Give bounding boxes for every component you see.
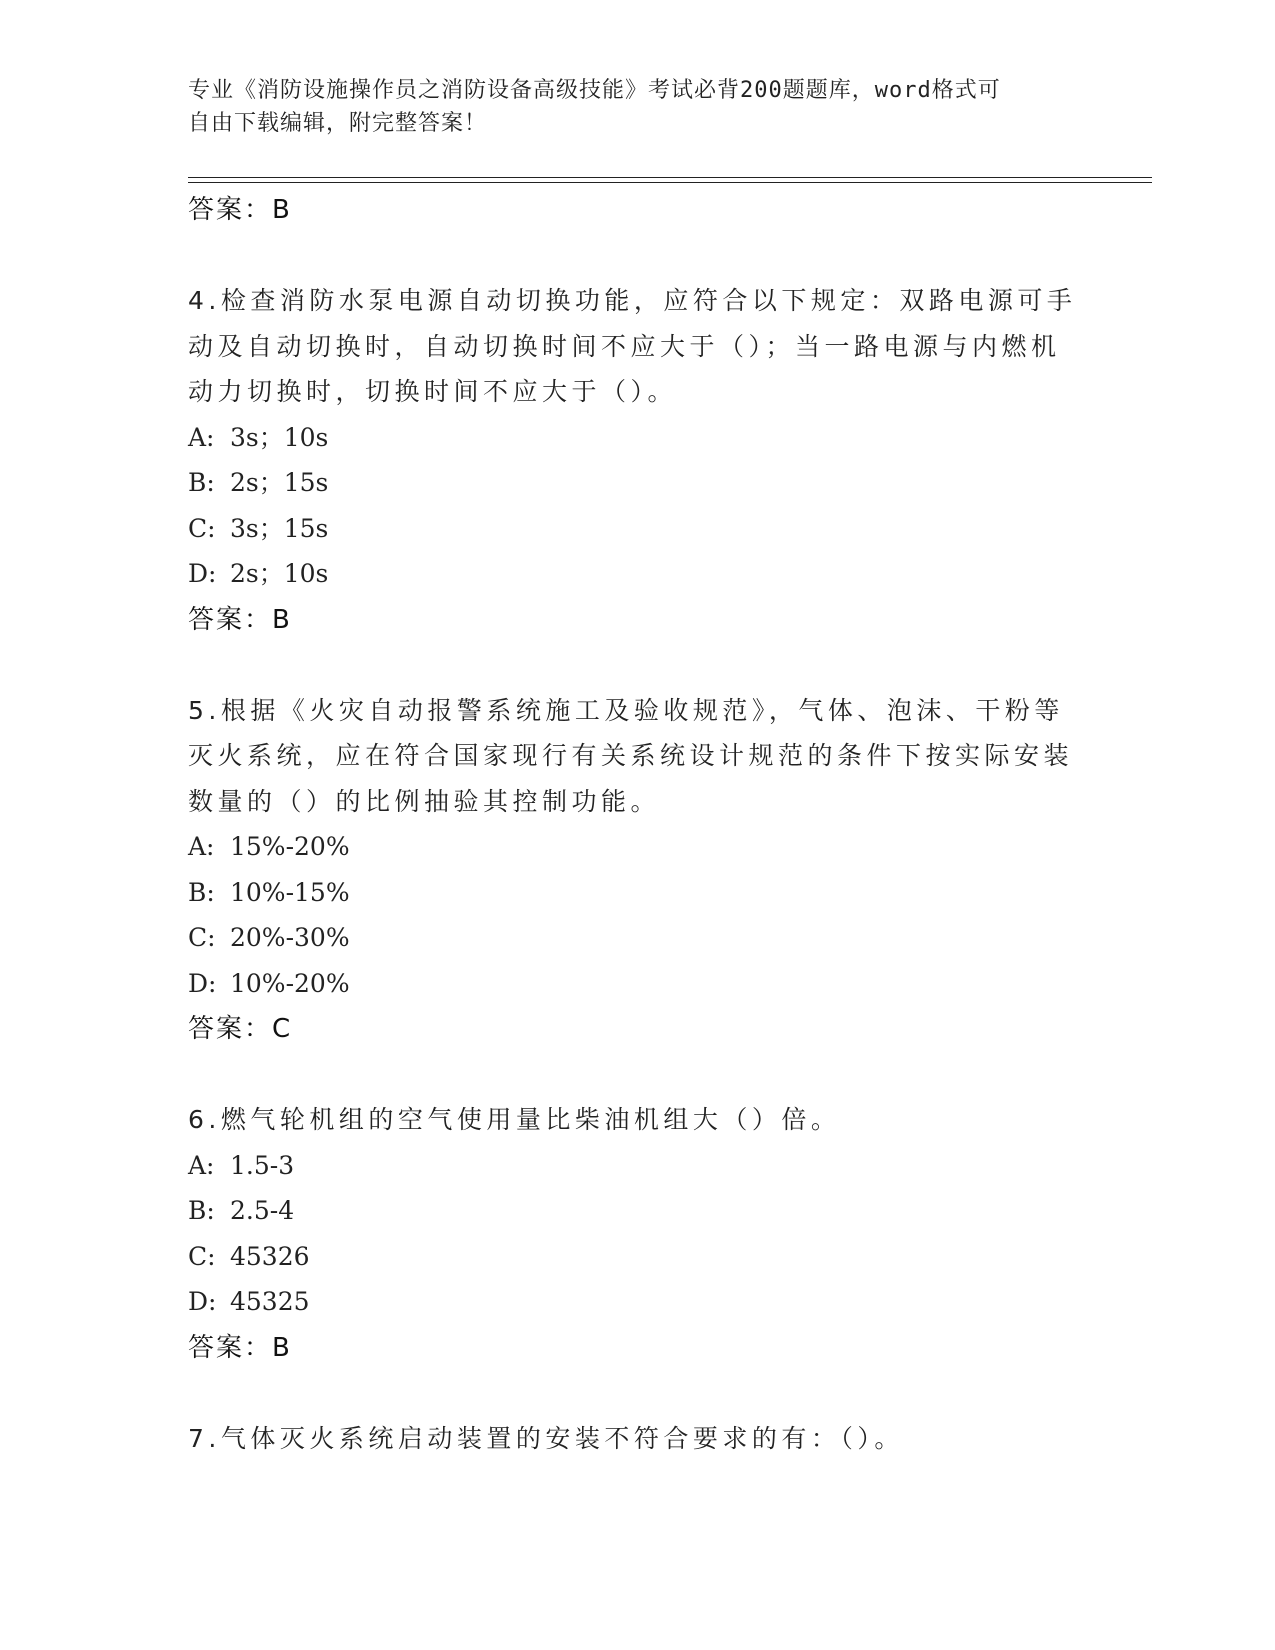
option-d [188, 1279, 1088, 1325]
option-a [188, 1143, 1088, 1189]
option-label: D: [188, 1287, 217, 1316]
question-line: 数量的（）的比例抽验其控制功能。 [188, 786, 661, 816]
question-line: 动及自动切换时，自动切换时间不应大于（）；当一路电源与内燃机 [188, 331, 1061, 361]
question-block [188, 278, 1088, 643]
question-text [188, 278, 1088, 415]
option-d [188, 961, 1088, 1007]
question-block [188, 1097, 1088, 1371]
option-text: 3s；10s [230, 422, 329, 452]
answer-line: 答案：B [188, 1332, 292, 1363]
question-text [188, 688, 1088, 825]
option-c [188, 915, 1088, 961]
option-label: C: [188, 923, 216, 952]
option-text: 20%-30% [230, 923, 350, 952]
spacer [188, 1052, 1088, 1097]
option-text: 2.5-4 [230, 1196, 295, 1225]
option-label: D: [188, 559, 217, 588]
option-b [188, 870, 1088, 916]
question-line: 灭火系统，应在符合国家现行有关系统设计规范的条件下按实际安装 [188, 741, 1074, 770]
option-text: 45325 [230, 1287, 310, 1316]
option-b [188, 1188, 1088, 1234]
question-line: 7.气体灭火系统启动装置的安装不符合要求的有：（）。 [188, 1423, 904, 1453]
header-line-2: 自由下载编辑，附完整答案！ [188, 111, 488, 136]
spacer [188, 1371, 1088, 1416]
question-line: 4.检查消防水泵电源自动切换功能，应符合以下规定：双路电源可手 [188, 286, 1077, 315]
option-text: 2s；10s [230, 559, 329, 588]
option-d [188, 551, 1088, 597]
option-text: 1.5-3 [230, 1150, 295, 1180]
option-text: 3s；15s [230, 513, 329, 543]
answer-line: 答案：B [188, 604, 292, 635]
option-text: 15%-20% [230, 832, 350, 861]
question-block [188, 1416, 1088, 1462]
option-label: A: [188, 832, 215, 861]
header-divider-top [188, 177, 1152, 178]
option-label: A: [188, 1150, 215, 1180]
answer-line: 答案：C [188, 1014, 293, 1044]
question-text [188, 1097, 1088, 1143]
option-a [188, 415, 1088, 461]
option-c [188, 1234, 1088, 1280]
question-line: 动力切换时，切换时间不应大于（）。 [188, 377, 678, 406]
header-line-1: 专业《消防设施操作员之消防设备高级技能》考试必背200题题库，word格式可 [188, 78, 1001, 103]
option-label: B: [188, 877, 215, 907]
header-note [188, 74, 1068, 140]
option-label: B: [188, 1196, 215, 1225]
question-line: 6.燃气轮机组的空气使用量比柴油机组大（）倍。 [188, 1105, 841, 1134]
question-block [188, 688, 1088, 1053]
option-b [188, 460, 1088, 506]
question-line: 5.根据《火灾自动报警系统施工及验收规范》，气体、泡沫、干粉等 [188, 695, 1064, 725]
option-text: 2s；15s [230, 468, 329, 497]
option-label: D: [188, 968, 217, 998]
option-label: A: [188, 422, 215, 452]
option-label: C: [188, 1241, 216, 1271]
question-list [188, 187, 1088, 1461]
option-c [188, 506, 1088, 552]
option-label: B: [188, 468, 215, 497]
option-label: C: [188, 513, 216, 543]
option-text: 10%-20% [230, 968, 350, 998]
option-text: 10%-15% [230, 877, 350, 907]
question-text [188, 1416, 1088, 1462]
option-text: 45326 [230, 1241, 310, 1271]
header-divider-bottom [188, 182, 1152, 183]
spacer [188, 643, 1088, 688]
spacer [188, 233, 1088, 278]
answer-line: 答案：B [188, 195, 292, 225]
option-a [188, 824, 1088, 870]
